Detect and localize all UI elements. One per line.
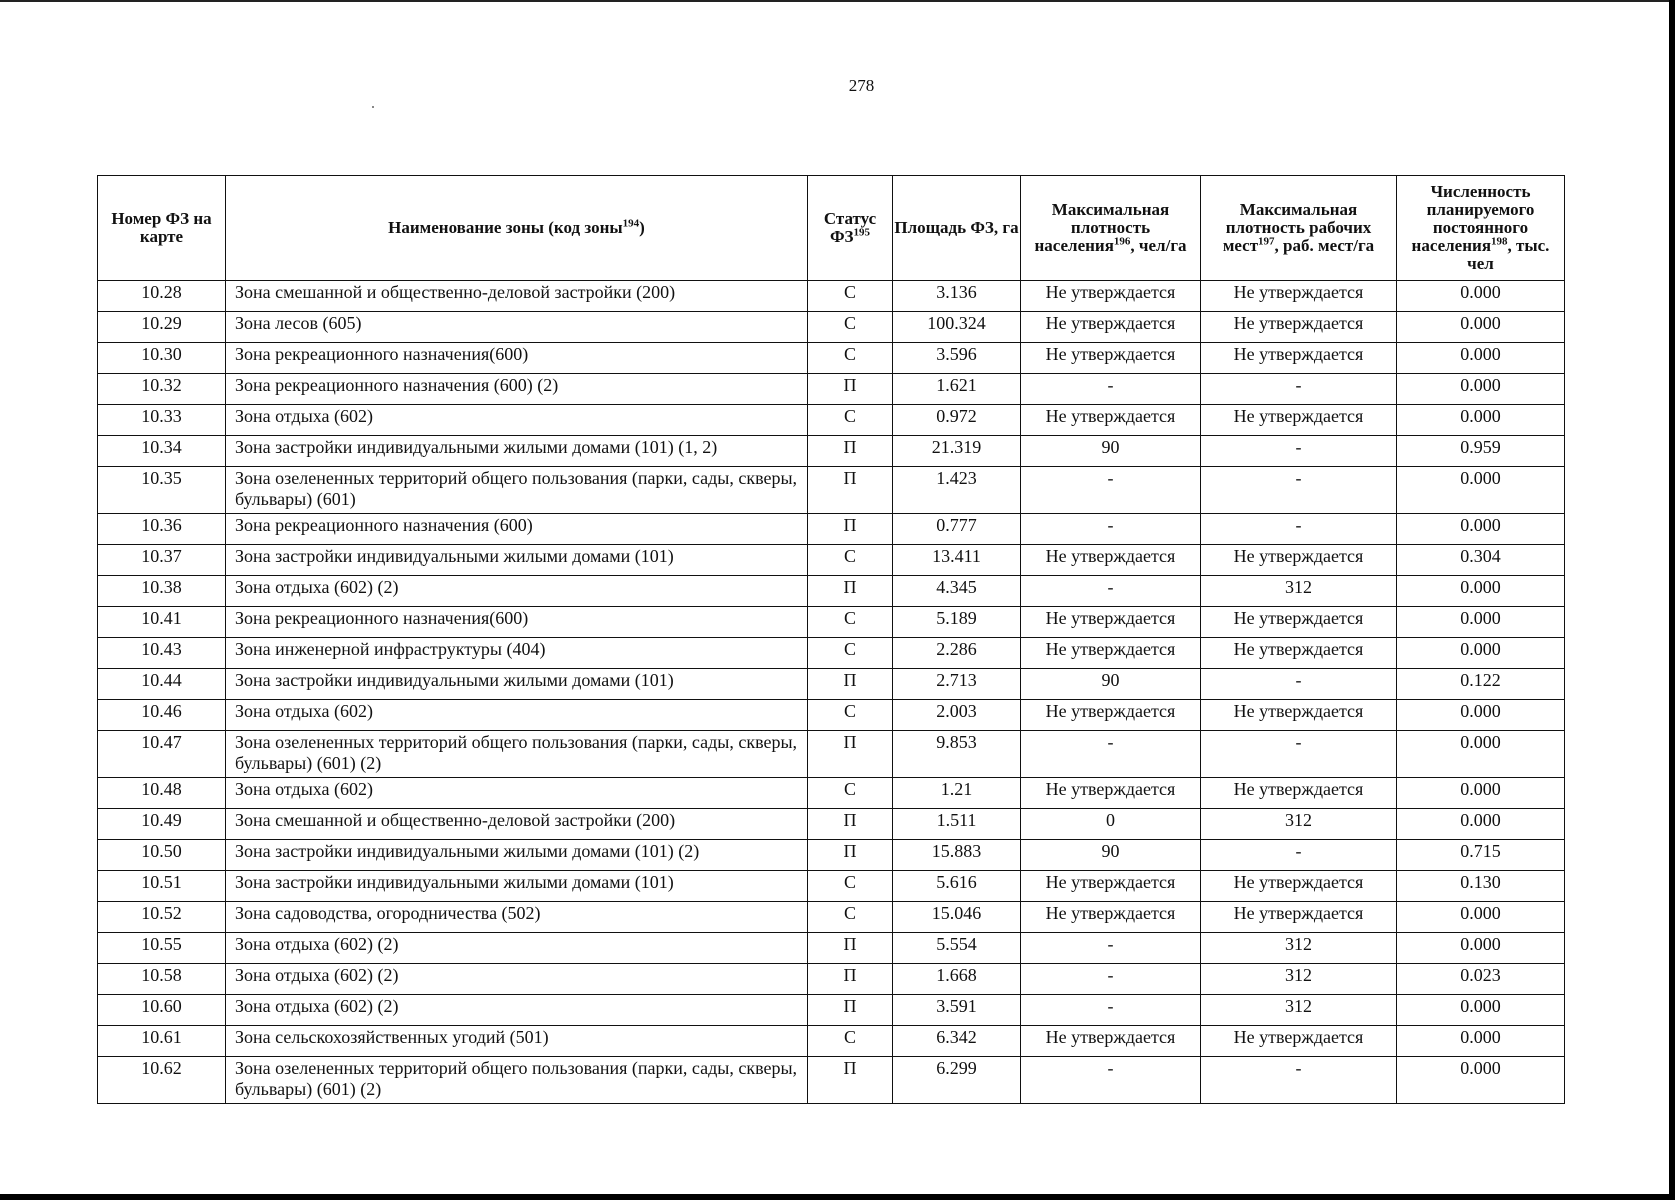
cell-area: 15.046	[893, 902, 1021, 933]
cell-zone-name: Зона застройки индивидуальными жилыми домами (101) (1, 2)	[226, 436, 808, 467]
cell-map-number: 10.29	[98, 312, 226, 343]
cell-planned-population: 0.000	[1397, 731, 1565, 778]
cell-status: С	[808, 343, 893, 374]
table-row	[98, 343, 1565, 374]
cell-zone-name: Зона отдыха (602) (2)	[226, 933, 808, 964]
cell-planned-population: 0.000	[1397, 312, 1565, 343]
cell-area: 4.345	[893, 576, 1021, 607]
cell-area: 15.883	[893, 840, 1021, 871]
cell-population-density: -	[1021, 467, 1201, 514]
cell-map-number: 10.36	[98, 514, 226, 545]
cell-population-density: -	[1021, 933, 1201, 964]
cell-status: С	[808, 281, 893, 312]
cell-population-density: Не утверждается	[1021, 871, 1201, 902]
cell-area: 9.853	[893, 731, 1021, 778]
cell-map-number: 10.47	[98, 731, 226, 778]
table-row	[98, 576, 1565, 607]
header-population-density	[1021, 176, 1201, 281]
cell-zone-name: Зона рекреационного назначения(600)	[226, 607, 808, 638]
cell-jobs-density: -	[1201, 669, 1397, 700]
cell-area: 5.554	[893, 933, 1021, 964]
cell-population-density: Не утверждается	[1021, 545, 1201, 576]
cell-area: 1.511	[893, 809, 1021, 840]
cell-status: П	[808, 1057, 893, 1104]
cell-area: 3.591	[893, 995, 1021, 1026]
cell-status: С	[808, 871, 893, 902]
cell-population-density: Не утверждается	[1021, 638, 1201, 669]
cell-status: П	[808, 576, 893, 607]
cell-map-number: 10.58	[98, 964, 226, 995]
cell-jobs-density: -	[1201, 467, 1397, 514]
table-row	[98, 436, 1565, 467]
cell-area: 3.136	[893, 281, 1021, 312]
cell-area: 1.21	[893, 778, 1021, 809]
cell-zone-name: Зона рекреационного назначения (600)	[226, 514, 808, 545]
table-row	[98, 374, 1565, 405]
cell-status: П	[808, 933, 893, 964]
header-map-number	[98, 176, 226, 281]
zones-table	[97, 175, 1565, 1104]
cell-map-number: 10.38	[98, 576, 226, 607]
cell-area: 1.668	[893, 964, 1021, 995]
cell-area: 5.189	[893, 607, 1021, 638]
cell-zone-name: Зона отдыха (602)	[226, 405, 808, 436]
header-population-density-end: , чел/га	[1130, 236, 1187, 255]
header-jobs-density	[1201, 176, 1397, 281]
cell-area: 2.286	[893, 638, 1021, 669]
cell-status: П	[808, 995, 893, 1026]
table-row	[98, 964, 1565, 995]
table-row	[98, 933, 1565, 964]
scan-speck	[372, 106, 374, 108]
cell-status: П	[808, 467, 893, 514]
cell-jobs-density: 312	[1201, 576, 1397, 607]
cell-planned-population: 0.000	[1397, 281, 1565, 312]
table-row	[98, 902, 1565, 933]
cell-population-density: -	[1021, 576, 1201, 607]
cell-jobs-density: Не утверждается	[1201, 545, 1397, 576]
table-row	[98, 281, 1565, 312]
cell-area: 100.324	[893, 312, 1021, 343]
cell-area: 1.621	[893, 374, 1021, 405]
cell-map-number: 10.50	[98, 840, 226, 871]
cell-population-density: -	[1021, 964, 1201, 995]
cell-jobs-density: -	[1201, 1057, 1397, 1104]
cell-planned-population: 0.000	[1397, 638, 1565, 669]
cell-planned-population: 0.000	[1397, 343, 1565, 374]
cell-jobs-density: Не утверждается	[1201, 778, 1397, 809]
header-map-number-label: Номер ФЗ на карте	[111, 209, 212, 246]
table-row	[98, 514, 1565, 545]
header-jobs-density-label: Максимальная плотность рабочих мест	[1222, 200, 1372, 255]
cell-map-number: 10.48	[98, 778, 226, 809]
cell-population-density: 90	[1021, 436, 1201, 467]
cell-map-number: 10.34	[98, 436, 226, 467]
cell-map-number: 10.28	[98, 281, 226, 312]
cell-status: С	[808, 545, 893, 576]
table-row	[98, 840, 1565, 871]
cell-population-density: 90	[1021, 840, 1201, 871]
cell-area: 3.596	[893, 343, 1021, 374]
cell-map-number: 10.61	[98, 1026, 226, 1057]
cell-zone-name: Зона инженерной инфраструктуры (404)	[226, 638, 808, 669]
cell-status: С	[808, 1026, 893, 1057]
header-area-label: Площадь ФЗ, га	[894, 218, 1019, 237]
footnote-ref: 197	[1258, 235, 1275, 248]
header-status-label: Статус ФЗ	[823, 209, 877, 246]
cell-zone-name: Зона отдыха (602)	[226, 778, 808, 809]
table-row	[98, 1026, 1565, 1057]
cell-planned-population: 0.959	[1397, 436, 1565, 467]
table-row	[98, 1057, 1565, 1104]
cell-planned-population: 0.000	[1397, 467, 1565, 514]
table-row	[98, 467, 1565, 514]
header-zone-name-label: Наименование зоны (код зоны	[388, 218, 623, 237]
cell-map-number: 10.37	[98, 545, 226, 576]
scan-edge-bottom	[0, 1194, 1675, 1200]
cell-planned-population: 0.715	[1397, 840, 1565, 871]
page-number: 278	[848, 76, 875, 95]
cell-planned-population: 0.000	[1397, 1026, 1565, 1057]
cell-population-density: -	[1021, 374, 1201, 405]
header-jobs-density-end: , раб. мест/га	[1274, 236, 1375, 255]
cell-zone-name: Зона рекреационного назначения (600) (2)	[226, 374, 808, 405]
cell-zone-name: Зона сельскохозяйственных угодий (501)	[226, 1026, 808, 1057]
table-row	[98, 778, 1565, 809]
header-planned-population-label: Численность планируемого постоянного населения	[1411, 182, 1535, 255]
footnote-ref: 195	[853, 226, 871, 239]
header-zone-name-end: )	[639, 218, 645, 237]
cell-zone-name: Зона озелененных территорий общего пользования (парки, сады, скверы, бульвары) (601) (2)	[226, 1057, 808, 1104]
cell-zone-name: Зона застройки индивидуальными жилыми домами (101)	[226, 871, 808, 902]
cell-planned-population: 0.000	[1397, 809, 1565, 840]
cell-map-number: 10.46	[98, 700, 226, 731]
cell-map-number: 10.44	[98, 669, 226, 700]
table-row	[98, 638, 1565, 669]
cell-planned-population: 0.000	[1397, 778, 1565, 809]
cell-status: П	[808, 731, 893, 778]
footnote-ref: 198	[1491, 235, 1508, 248]
cell-planned-population: 0.000	[1397, 374, 1565, 405]
cell-map-number: 10.35	[98, 467, 226, 514]
cell-status: С	[808, 607, 893, 638]
cell-jobs-density: Не утверждается	[1201, 1026, 1397, 1057]
header-planned-population-end: , тыс. чел	[1467, 236, 1550, 273]
table-row	[98, 669, 1565, 700]
cell-planned-population: 0.000	[1397, 514, 1565, 545]
table-row	[98, 545, 1565, 576]
cell-zone-name: Зона озелененных территорий общего пользования (парки, сады, скверы, бульвары) (601)	[226, 467, 808, 514]
cell-jobs-density: -	[1201, 514, 1397, 545]
cell-population-density: Не утверждается	[1021, 405, 1201, 436]
cell-planned-population: 0.000	[1397, 576, 1565, 607]
table-row	[98, 700, 1565, 731]
cell-area: 21.319	[893, 436, 1021, 467]
cell-population-density: -	[1021, 731, 1201, 778]
cell-planned-population: 0.000	[1397, 607, 1565, 638]
cell-status: П	[808, 514, 893, 545]
table-row	[98, 312, 1565, 343]
cell-planned-population: 0.304	[1397, 545, 1565, 576]
table-row	[98, 607, 1565, 638]
cell-jobs-density: Не утверждается	[1201, 902, 1397, 933]
cell-map-number: 10.32	[98, 374, 226, 405]
cell-area: 2.713	[893, 669, 1021, 700]
cell-jobs-density: Не утверждается	[1201, 405, 1397, 436]
cell-population-density: Не утверждается	[1021, 902, 1201, 933]
cell-jobs-density: Не утверждается	[1201, 281, 1397, 312]
cell-map-number: 10.52	[98, 902, 226, 933]
cell-map-number: 10.51	[98, 871, 226, 902]
cell-population-density: -	[1021, 995, 1201, 1026]
cell-jobs-density: Не утверждается	[1201, 638, 1397, 669]
cell-area: 13.411	[893, 545, 1021, 576]
cell-jobs-density: 312	[1201, 933, 1397, 964]
scan-edge-right	[1669, 0, 1675, 1200]
cell-population-density: Не утверждается	[1021, 700, 1201, 731]
cell-planned-population: 0.000	[1397, 405, 1565, 436]
table-row	[98, 871, 1565, 902]
cell-status: П	[808, 809, 893, 840]
cell-planned-population: 0.000	[1397, 995, 1565, 1026]
cell-jobs-density: 312	[1201, 995, 1397, 1026]
cell-jobs-density: Не утверждается	[1201, 607, 1397, 638]
cell-planned-population: 0.122	[1397, 669, 1565, 700]
cell-planned-population: 0.130	[1397, 871, 1565, 902]
cell-population-density: Не утверждается	[1021, 312, 1201, 343]
cell-status: П	[808, 436, 893, 467]
cell-map-number: 10.33	[98, 405, 226, 436]
scan-edge-top	[0, 0, 1675, 2]
cell-map-number: 10.49	[98, 809, 226, 840]
cell-jobs-density: Не утверждается	[1201, 343, 1397, 374]
cell-zone-name: Зона садоводства, огородничества (502)	[226, 902, 808, 933]
cell-area: 0.777	[893, 514, 1021, 545]
footnote-ref: 196	[1113, 235, 1131, 248]
header-planned-population	[1397, 176, 1565, 281]
cell-population-density: Не утверждается	[1021, 281, 1201, 312]
cell-population-density: Не утверждается	[1021, 778, 1201, 809]
header-area	[893, 176, 1021, 281]
cell-area: 1.423	[893, 467, 1021, 514]
cell-jobs-density: -	[1201, 436, 1397, 467]
cell-population-density: Не утверждается	[1021, 1026, 1201, 1057]
cell-status: П	[808, 840, 893, 871]
cell-zone-name: Зона лесов (605)	[226, 312, 808, 343]
cell-zone-name: Зона отдыха (602) (2)	[226, 576, 808, 607]
header-status	[808, 176, 893, 281]
cell-jobs-density: Не утверждается	[1201, 312, 1397, 343]
cell-jobs-density: Не утверждается	[1201, 871, 1397, 902]
cell-map-number: 10.55	[98, 933, 226, 964]
table-row	[98, 995, 1565, 1026]
cell-status: С	[808, 638, 893, 669]
table-row	[98, 405, 1565, 436]
cell-population-density: -	[1021, 1057, 1201, 1104]
cell-zone-name: Зона застройки индивидуальными жилыми домами (101) (2)	[226, 840, 808, 871]
cell-map-number: 10.30	[98, 343, 226, 374]
cell-zone-name: Зона смешанной и общественно-деловой застройки (200)	[226, 809, 808, 840]
cell-planned-population: 0.000	[1397, 933, 1565, 964]
cell-jobs-density: Не утверждается	[1201, 700, 1397, 731]
cell-status: С	[808, 405, 893, 436]
cell-status: П	[808, 374, 893, 405]
cell-area: 2.003	[893, 700, 1021, 731]
cell-planned-population: 0.000	[1397, 700, 1565, 731]
cell-planned-population: 0.000	[1397, 902, 1565, 933]
cell-planned-population: 0.023	[1397, 964, 1565, 995]
cell-population-density: Не утверждается	[1021, 343, 1201, 374]
table-row	[98, 731, 1565, 778]
cell-area: 6.342	[893, 1026, 1021, 1057]
cell-population-density: 0	[1021, 809, 1201, 840]
cell-status: П	[808, 964, 893, 995]
cell-jobs-density: 312	[1201, 964, 1397, 995]
table-row	[98, 809, 1565, 840]
cell-jobs-density: -	[1201, 374, 1397, 405]
table-body	[98, 281, 1565, 1104]
cell-population-density: 90	[1021, 669, 1201, 700]
cell-population-density: Не утверждается	[1021, 607, 1201, 638]
cell-jobs-density: -	[1201, 840, 1397, 871]
cell-zone-name: Зона отдыха (602) (2)	[226, 995, 808, 1026]
cell-zone-name: Зона смешанной и общественно-деловой застройки (200)	[226, 281, 808, 312]
cell-status: П	[808, 669, 893, 700]
cell-zone-name: Зона отдыха (602)	[226, 700, 808, 731]
header-population-density-label: Максимальная плотность населения	[1034, 200, 1170, 255]
cell-map-number: 10.62	[98, 1057, 226, 1104]
cell-zone-name: Зона застройки индивидуальными жилыми домами (101)	[226, 669, 808, 700]
cell-status: С	[808, 778, 893, 809]
cell-area: 6.299	[893, 1057, 1021, 1104]
cell-jobs-density: 312	[1201, 809, 1397, 840]
cell-area: 0.972	[893, 405, 1021, 436]
cell-zone-name: Зона озелененных территорий общего пользования (парки, сады, скверы, бульвары) (601) (2)	[226, 731, 808, 778]
cell-zone-name: Зона отдыха (602) (2)	[226, 964, 808, 995]
table-header	[98, 176, 1565, 281]
cell-status: С	[808, 312, 893, 343]
cell-map-number: 10.41	[98, 607, 226, 638]
cell-zone-name: Зона застройки индивидуальными жилыми домами (101)	[226, 545, 808, 576]
header-row	[98, 176, 1565, 281]
cell-population-density: -	[1021, 514, 1201, 545]
cell-area: 5.616	[893, 871, 1021, 902]
footnote-ref: 194	[622, 217, 640, 230]
cell-jobs-density: -	[1201, 731, 1397, 778]
cell-status: С	[808, 902, 893, 933]
cell-status: С	[808, 700, 893, 731]
cell-planned-population: 0.000	[1397, 1057, 1565, 1104]
cell-map-number: 10.43	[98, 638, 226, 669]
header-zone-name	[226, 176, 808, 281]
cell-map-number: 10.60	[98, 995, 226, 1026]
cell-zone-name: Зона рекреационного назначения(600)	[226, 343, 808, 374]
